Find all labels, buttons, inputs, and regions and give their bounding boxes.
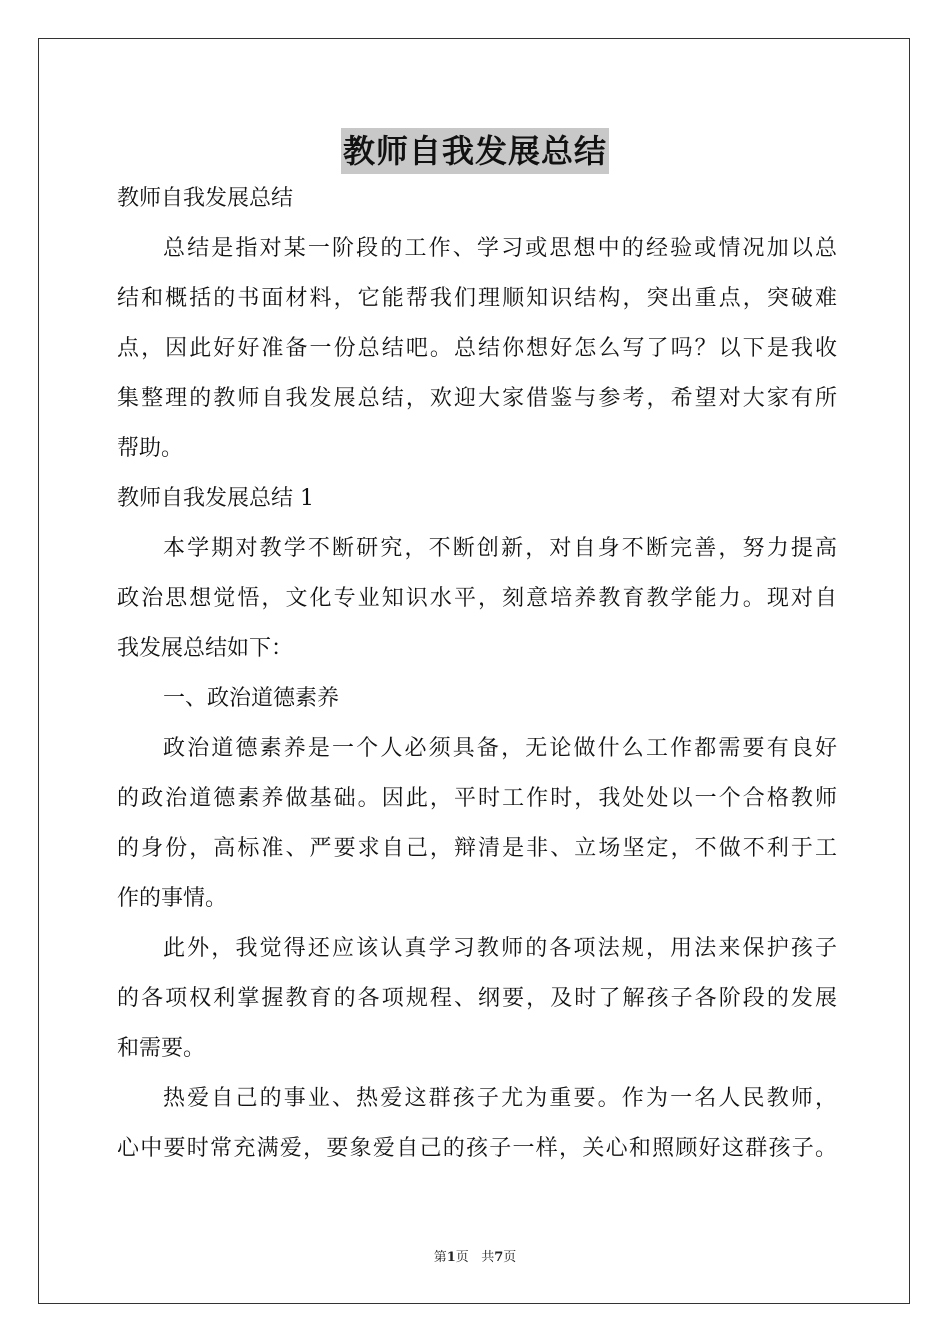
text-line: 教师自我发展总结	[117, 186, 294, 211]
text-line: 的身份，高标准、严要求自己，辩清是非、立场坚定，不做不利于工	[117, 836, 837, 861]
text-line: 热爱自己的事业、热爱这群孩子尤为重要。作为一名人民教师，	[163, 1086, 837, 1111]
text-line: 本学期对教学不断研究，不断创新，对自身不断完善，努力提高	[163, 536, 837, 561]
text-line: 的各项权利掌握教育的各项规程、纲要，及时了解孩子各阶段的发展	[117, 986, 837, 1011]
document-title	[0, 124, 950, 178]
text-line: 集整理的教师自我发展总结，欢迎大家借鉴与参考，希望对大家有所	[117, 386, 837, 411]
page-footer	[0, 1246, 950, 1265]
footer-current-page: 1	[446, 1250, 456, 1265]
footer-total-prefix: 共	[481, 1250, 495, 1265]
text-line: 此外，我觉得还应该认真学习教师的各项法规，用法来保护孩子	[163, 936, 837, 961]
text-line: 作的事情。	[117, 886, 228, 911]
footer-total-suffix: 页	[503, 1250, 517, 1265]
text-line: 政治道德素养是一个人必须具备，无论做什么工作都需要有良好	[163, 736, 837, 761]
document-title-text: 教师自我发展总结	[341, 128, 609, 174]
text-line: 教师自我发展总结 1	[117, 486, 314, 511]
text-line: 的政治道德素养做基础。因此，平时工作时，我处处以一个合格教师	[117, 786, 837, 811]
footer-page-suffix: 页	[455, 1250, 469, 1265]
text-line: 我发展总结如下：	[117, 636, 294, 661]
text-line: 心中要时常充满爱，要象爱自己的孩子一样，关心和照顾好这群孩子。	[117, 1136, 837, 1161]
footer-total-pages: 7	[494, 1250, 504, 1265]
text-line: 和需要。	[117, 1036, 206, 1061]
text-line: 帮助。	[117, 436, 184, 461]
document-body	[117, 174, 837, 1174]
text-line: 一、政治道德素养	[163, 686, 340, 711]
text-line: 结和概括的书面材料，它能帮我们理顺知识结构，突出重点，突破难	[117, 286, 837, 311]
text-line: 点，因此好好准备一份总结吧。总结你想好怎么写了吗？以下是我收	[117, 336, 837, 361]
footer-prefix: 第	[433, 1250, 447, 1265]
text-line: 总结是指对某一阶段的工作、学习或思想中的经验或情况加以总	[163, 236, 837, 261]
text-line: 政治思想觉悟，文化专业知识水平，刻意培养教育教学能力。现对自	[117, 586, 837, 611]
